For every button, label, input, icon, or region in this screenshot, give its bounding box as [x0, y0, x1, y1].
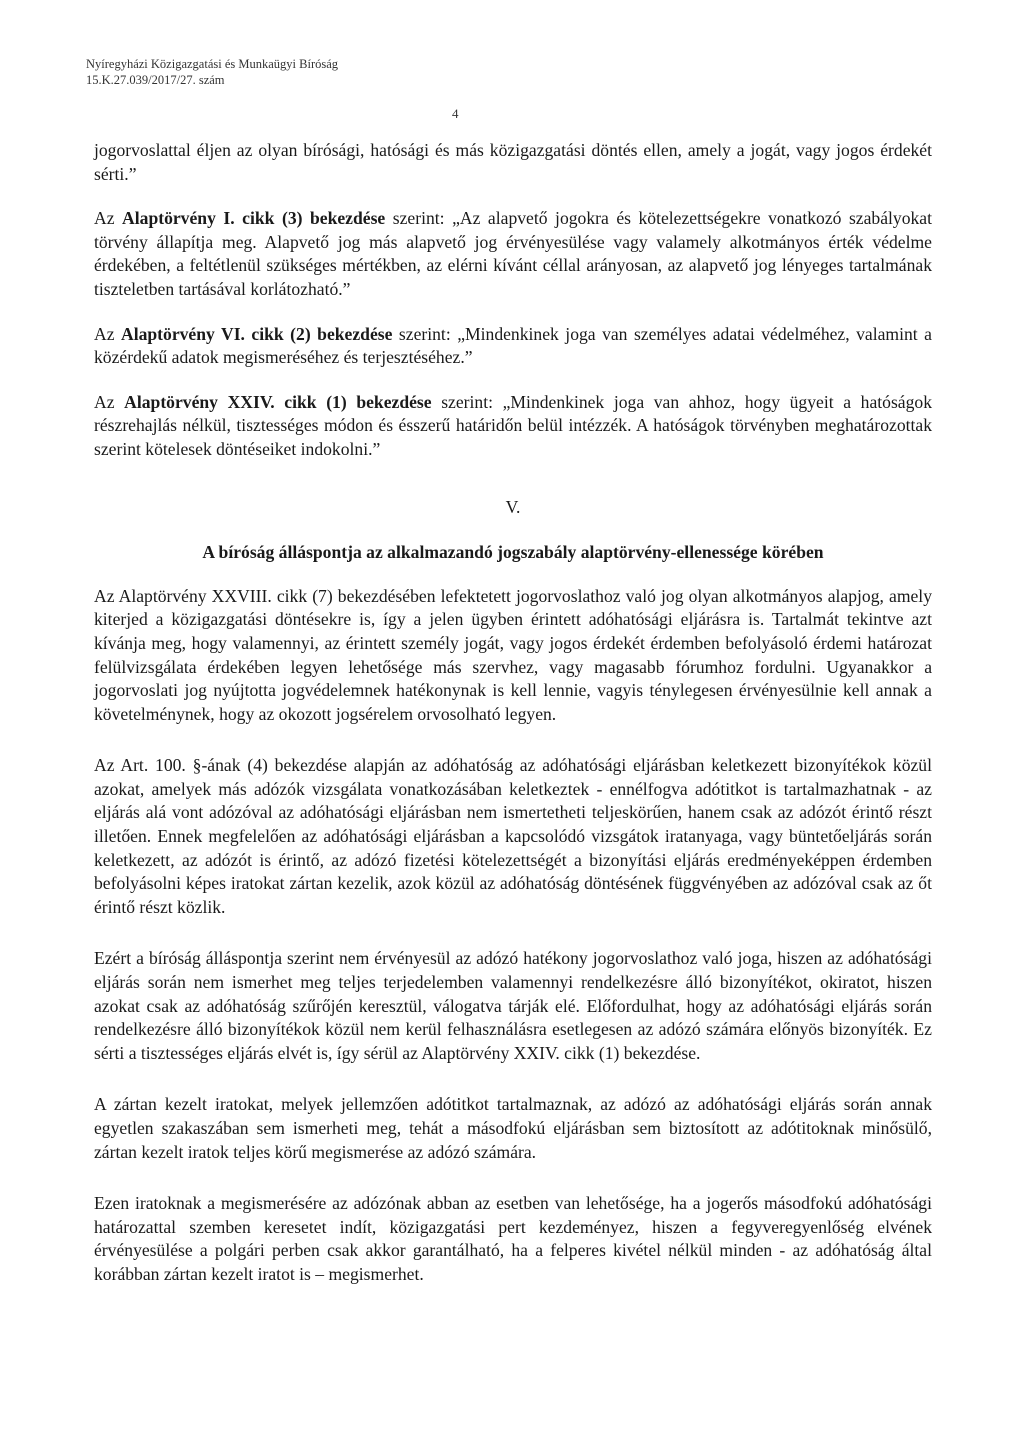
paragraph-art-100: Az Art. 100. §-ának (4) bekezdése alapján az adóhatóság az adóhatósági eljárásban keletkezett bizonyítékok közül azokat, amelyek más adózók vizsgálata vonatkozásában keletkeztek - ennélfogva adótitkot is tartalmazhatnak - az eljárás alá vont adózóval az adóhatósági eljárásban nem ismertetheti teljeskörűen, hanem csak az adózót érintő részt illetően. Ennek megfelelően az adóhatósági eljárásban a kapcsolódó vizsgátok iratanyaga, vagy büntetőeljárás során keletkezett, az adózót is érintő, az adózó fizetési kötelezettségét a bizonyítási eljárás eredményeképpen érdemben befolyásolni képes iratokat zártan kezelik, azok közül az adóhatóság döntésének függvényében az adózóval csak az őt érintő részt közlik.	[94, 755, 932, 917]
document-body	[94, 139, 932, 1287]
case-number: 15.K.27.039/2017/27. szám	[86, 73, 225, 87]
document-header	[86, 56, 338, 88]
article-vi-reference: Alaptörvény VI. cikk (2) bekezdése	[121, 323, 393, 344]
section-number: V.	[505, 496, 521, 517]
article-xxiv-reference: Alaptörvény XXIV. cikk (1) bekezdése	[124, 391, 432, 412]
paragraph-article-i: Az Alaptörvény I. cikk (3) bekezdése szerint: „Az alapvető jogokra és kötelezettségekre vonatkozó szabályokat törvény állapítja meg. Alapvető jog más alapvető jog érvényesülése vagy valamely alkotmányos érték védelme érdekében, a feltétlenül szükséges mértékben, az elérni kívánt céllal arányosan, az alapvető jog lényeges tartalmának tiszteletben tartásával korlátozható.”	[94, 208, 932, 299]
court-name: Nyíregyházi Közigazgatási és Munkaügyi Bíróság	[86, 57, 339, 71]
page-number: 4	[452, 106, 459, 121]
paragraph-article-vi: Az Alaptörvény VI. cikk (2) bekezdése szerint: „Mindenkinek joga van személyes adatai védelméhez, valamint a közérdekű adatok megismeréséhez és terjesztéséhez.”	[94, 323, 932, 368]
paragraph-access-documents: Ezen iratoknak a megismerésére az adózónak abban az esetben van lehetősége, ha a jogerős másodfokú adóhatósági határozattal szemben keresetet indít, közigazgatási pert kezdeményez, hiszen a fegyveregyenlőség elvének érvényesülése a polgári perben csak akkor garantálható, ha a felperes kivétel nélkül minden - az adóhatóság által korábban zártan kezelt iratot is – megismerhet.	[94, 1193, 932, 1284]
paragraph-court-opinion: Ezért a bíróság álláspontja szerint nem érvényesül az adózó hatékony jogorvoslathoz való joga, hiszen az adóhatósági eljárás során nem ismerhet meg teljes terjedelemben valamennyi rendelkezésre álló bizonyítékot, okiratot, hiszen azokat csak az adóhatóság szűrőjén keresztül, válogatva tárják elé. Előfordulhat, hogy az adóhatósági eljárás során rendelkezésre álló bizonyítékok közül nem kerül felhasználásra esetlegesen az adózó számára előnyös bizonyíték. Ez sérti a tisztességes eljárás elvét is, így sérül az Alaptörvény XXIV. cikk (1) bekezdése.	[94, 948, 932, 1063]
section-title: A bíróság álláspontja az alkalmazandó jogszabály alaptörvény-ellenessége körében	[202, 542, 824, 563]
paragraph-remedy-right: Az Alaptörvény XXVIII. cikk (7) bekezdésében lefektetett jogorvoslathoz való jog olyan alkotmányos alapjog, amely kiterjed a közigazgatási döntésekre is, így a jelen ügyben érintett adóhatósági eljárásra is. Tartalmát tekintve azt kívánja meg, hogy valamennyi, az érintett személy jogát, vagy jogos érdekét érdemben befolyásoló érdemi határozat felülvizsgálata érdekében legyen lehetősége más szervhez, vagy magasabb fórumhoz fordulni. Ugyanakkor a jogorvoslati jog nyújtotta jogvédelemnek hatékonynak is kell lennie, vagyis ténylegesen érvényesülnie kell annak a követelménynek, hogy az okozott jogsérelem orvosolható legyen.	[94, 585, 932, 724]
paragraph-sealed-documents: A zártan kezelt iratokat, melyek jellemzően adótitkot tartalmaznak, az adózó az adóhatósági eljárás során annak egyetlen szakaszában sem ismerheti meg, tehát a másodfokú eljárásban sem biztosított az adótitoknak minősülő, zártan kezelt iratok teljes körű megismerése az adózó számára.	[94, 1094, 932, 1162]
paragraph-article-xxiv: Az Alaptörvény XXIV. cikk (1) bekezdése szerint: „Mindenkinek joga van ahhoz, hogy ügyeit a hatóságok részrehajlás nélkül, tisztességes módon és ésszerű határidőn belül intézzék. A hatóságok törvényben meghatározottak szerint kötelesek döntéseiket indokolni.”	[94, 391, 932, 459]
paragraph-continuation: jogorvoslattal éljen az olyan bírósági, hatósági és más közigazgatási döntés ellen, amely a jogát, vagy jogos érdekét sérti.”	[94, 140, 932, 184]
article-i-reference: Alaptörvény I. cikk (3) bekezdése	[122, 208, 386, 229]
